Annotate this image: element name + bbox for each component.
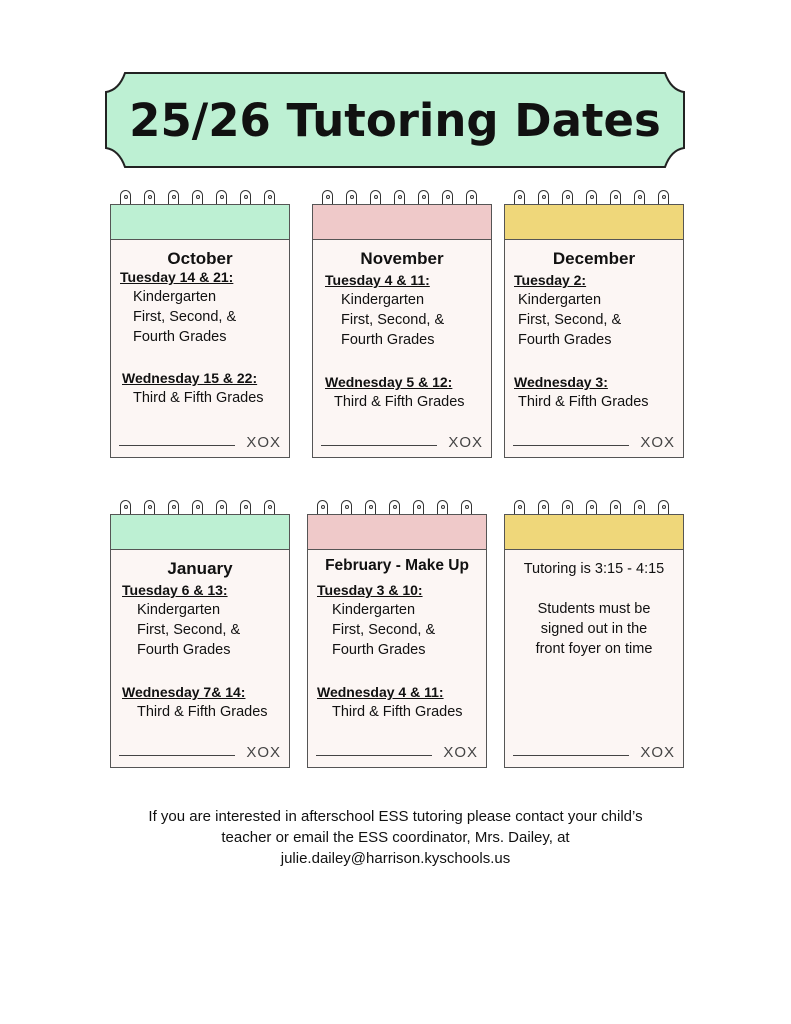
contact-email: julie.dailey@harrison.kyschools.us [280, 850, 511, 867]
signature-line [119, 755, 235, 756]
xox-mark: XOX [443, 744, 478, 761]
grade-line: Fourth Grades [518, 332, 612, 348]
grade-line: Kindergarten [518, 292, 602, 308]
calendar-card-november [312, 190, 492, 458]
calendar-card-january [110, 500, 290, 768]
xox-mark: XOX [640, 434, 675, 451]
grade-line: First, Second, & [137, 622, 241, 638]
grade-line: First, Second, & [133, 309, 237, 325]
card-color-strip [505, 515, 683, 550]
card-sheet [504, 204, 684, 458]
wednesday-dates: Wednesday 5 & 12: [325, 374, 453, 390]
calendar-card-info [504, 500, 684, 768]
grade-line: First, Second, & [518, 312, 622, 328]
calendar-card-february [307, 500, 487, 768]
grade-line: Kindergarten [332, 602, 416, 618]
card-sheet [312, 204, 492, 458]
card-footer [513, 745, 675, 759]
card-sheet [110, 204, 290, 458]
wednesday-dates: Wednesday 4 & 11: [317, 684, 444, 700]
grade-line: Third & Fifth Grades [137, 704, 268, 720]
card-color-strip [313, 205, 491, 240]
tuesday-dates: Tuesday 14 & 21: [120, 269, 234, 285]
grade-line: Fourth Grades [341, 332, 435, 348]
grade-line: First, Second, & [341, 312, 445, 328]
grade-line: Third & Fifth Grades [332, 704, 463, 720]
tuesday-dates: Tuesday 6 & 13: [122, 582, 228, 598]
xox-mark: XOX [448, 434, 483, 451]
card-color-strip [308, 515, 486, 550]
tuesday-dates: Tuesday 3 & 10: [317, 582, 423, 598]
month-title: November [360, 249, 444, 268]
grade-line: First, Second, & [332, 622, 436, 638]
tuesday-dates: Tuesday 4 & 11: [325, 272, 430, 288]
card-footer [119, 745, 281, 759]
grade-line: Kindergarten [133, 289, 217, 305]
page-title: 25/26 Tutoring Dates [129, 93, 661, 147]
grade-line: Fourth Grades [137, 642, 231, 658]
card-sheet [504, 514, 684, 768]
wednesday-dates: Wednesday 15 & 22: [122, 370, 258, 386]
signature-line [321, 445, 437, 446]
contact-info [60, 806, 731, 869]
calendar-card-october [110, 190, 290, 458]
grade-line: Kindergarten [137, 602, 221, 618]
month-title: February - Make Up [325, 557, 469, 574]
card-footer [316, 745, 478, 759]
notice-line: signed out in the [540, 621, 648, 637]
signature-line [119, 445, 235, 446]
grade-line: Fourth Grades [133, 329, 227, 345]
notice-line: Students must be [537, 601, 651, 617]
grade-line: Third & Fifth Grades [334, 394, 465, 410]
month-title: October [167, 249, 233, 268]
grade-line: Kindergarten [341, 292, 425, 308]
notice-line: front foyer on time [535, 641, 653, 657]
wednesday-dates: Wednesday 7& 14: [122, 684, 246, 700]
month-title: January [167, 559, 233, 578]
tutoring-time: Tutoring is 3:15 - 4:15 [523, 561, 665, 577]
contact-line: If you are interested in afterschool ESS tutoring please contact your child’s [148, 808, 643, 825]
signature-line [513, 445, 629, 446]
card-color-strip [111, 205, 289, 240]
signature-line [513, 755, 629, 756]
card-footer [513, 435, 675, 449]
tuesday-dates: Tuesday 2: [514, 272, 587, 288]
card-footer [321, 435, 483, 449]
card-color-strip [111, 515, 289, 550]
title-banner [105, 72, 685, 168]
calendar-card-december [504, 190, 684, 458]
grade-line: Third & Fifth Grades [133, 390, 264, 406]
xox-mark: XOX [640, 744, 675, 761]
signature-line [316, 755, 432, 756]
xox-mark: XOX [246, 744, 281, 761]
xox-mark: XOX [246, 434, 281, 451]
grade-line: Third & Fifth Grades [518, 394, 649, 410]
wednesday-dates: Wednesday 3: [514, 374, 608, 390]
grade-line: Fourth Grades [332, 642, 426, 658]
card-sheet [307, 514, 487, 768]
card-color-strip [505, 205, 683, 240]
card-footer [119, 435, 281, 449]
month-title: December [552, 249, 636, 268]
card-sheet [110, 514, 290, 768]
contact-line: teacher or email the ESS coordinator, Mrs. Dailey, at [221, 829, 570, 846]
